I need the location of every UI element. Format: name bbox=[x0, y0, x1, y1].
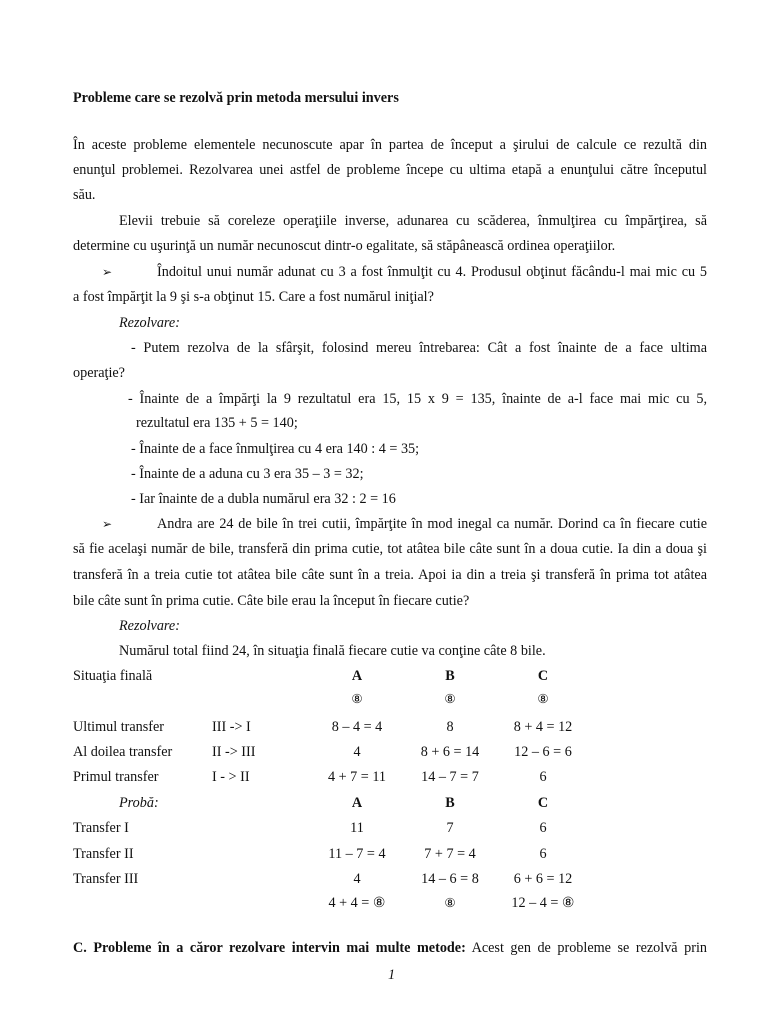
row-a: 4 + 7 = 11 bbox=[327, 769, 387, 785]
problem1-line-1: Îndoitul unui număr adunat cu 3 a fost înmulţit cu 4. Produsul obţinut făcându-l mai mic cu 5 bbox=[157, 264, 707, 280]
bullet-icon: ➢ bbox=[102, 265, 113, 279]
intro-line-3: său. bbox=[73, 187, 96, 203]
row-b: 14 – 7 = 7 bbox=[421, 769, 479, 785]
proba-row-c: 6 + 6 = 12 bbox=[513, 871, 573, 887]
row-label: Al doilea transfer bbox=[73, 744, 173, 760]
final-c-circled-eight: ⑧ bbox=[537, 691, 549, 706]
row-a: 4 bbox=[353, 744, 361, 760]
row-a: 8 – 4 = 4 bbox=[331, 719, 383, 735]
row-op: II -> III bbox=[212, 744, 256, 760]
section-c-heading: C. Probleme în a căror rezolvare intervin mai multe metode: bbox=[73, 940, 466, 956]
row-label: Ultimul transfer bbox=[73, 719, 165, 735]
problem2-line-4: bile câte sunt în prima cutie. Câte bile erau la început în fiecare cutie? bbox=[73, 593, 470, 609]
final-b-circled-eight: ⑧ bbox=[444, 691, 456, 706]
problem2-total-line: Numărul total fiind 24, în situaţia finală fiecare cutie va conţine câte 8 bile. bbox=[119, 643, 546, 659]
row-c: 6 bbox=[539, 769, 547, 785]
final-a-circled-eight: ⑧ bbox=[351, 691, 363, 706]
intro-line-2: enunţul problemei. Rezolvarea unei astfel de probleme începe cu ultima etapă a enunţului către începutul bbox=[73, 162, 707, 178]
row-c: 12 – 6 = 6 bbox=[514, 744, 572, 760]
proba-header-b: B bbox=[445, 795, 455, 811]
page-number: 1 bbox=[388, 967, 396, 983]
proba-row-label: Transfer II bbox=[73, 846, 134, 862]
row-op: III -> I bbox=[212, 719, 251, 735]
problem1-step-2b: rezultatul era 135 + 5 = 140; bbox=[136, 415, 298, 431]
header-c: C bbox=[537, 668, 549, 684]
proba-header-c: C bbox=[537, 795, 549, 811]
proba-header-a: A bbox=[351, 795, 363, 811]
proba-row-a: 11 – 7 = 4 bbox=[328, 846, 386, 862]
proba-row-b: 7 + 7 = 4 bbox=[424, 846, 476, 862]
problem1-line-2: a fost împărţit la 9 şi s-a obţinut 15. Care a fost numărul iniţial? bbox=[73, 289, 434, 305]
intro-line-1: În aceste probleme elementele necunoscute apar în partea de început a şirului de calcule ce rezultă din bbox=[73, 137, 707, 153]
row-op: I - > II bbox=[212, 769, 250, 785]
proba-row-label: Transfer III bbox=[73, 871, 139, 887]
problem1-step-4: - Înainte de a aduna cu 3 era 35 – 3 = 32; bbox=[131, 466, 364, 482]
proba-row-label: Transfer I bbox=[73, 820, 129, 836]
para2-line-2: determine cu uşurinţă un număr necunoscut dintr-o egalitate, să stăpânească ordinea operaţiilor. bbox=[73, 238, 616, 254]
proba-final-b: ⑧ bbox=[444, 895, 456, 910]
header-a: A bbox=[351, 668, 363, 684]
problem2-rezolvare-label: Rezolvare: bbox=[119, 618, 180, 634]
proba-row-b: 7 bbox=[446, 820, 454, 836]
problem1-step-2a: - Înainte de a împărţi la 9 rezultatul era 15, 15 x 9 = 135, înainte de a-l face mai mic cu 5, bbox=[128, 391, 707, 407]
problem1-step-1a: - Putem rezolva de la sfârşit, folosind mereu întrebarea: Cât a fost înainte de a face ultima bbox=[131, 340, 707, 356]
proba-label: Probă: bbox=[119, 795, 159, 811]
proba-row-a: 11 bbox=[350, 820, 364, 836]
proba-final-c: 12 – 4 = ⑧ bbox=[511, 895, 575, 911]
row-c: 8 + 4 = 12 bbox=[513, 719, 573, 735]
para2-line-1: Elevii trebuie să coreleze operaţiile inverse, adunarea cu scăderea, înmulţirea cu împărţirea, să bbox=[119, 213, 707, 229]
problem2-line-2: să fie acelaşi număr de bile, transferă din prima cutie, tot atâtea bile câte sunt în a doua cutie. Ia din a doua şi bbox=[73, 541, 707, 557]
proba-row-c: 6 bbox=[539, 820, 547, 836]
problem1-step-5: - Iar înainte de a dubla numărul era 32 : 2 = 16 bbox=[131, 491, 396, 507]
proba-row-a: 4 bbox=[353, 871, 361, 887]
proba-row-b: 14 – 6 = 8 bbox=[421, 871, 479, 887]
section-c-text: Acest gen de probleme se rezolvă prin bbox=[465, 940, 707, 956]
row-label: Primul transfer bbox=[73, 769, 159, 785]
problem1-step-1b: operaţie? bbox=[73, 365, 125, 381]
section-c-line bbox=[73, 939, 707, 957]
header-b: B bbox=[445, 668, 455, 684]
row-b: 8 + 6 = 14 bbox=[420, 744, 480, 760]
bullet-icon: ➢ bbox=[102, 517, 113, 531]
proba-row-c: 6 bbox=[539, 846, 547, 862]
row-b: 8 bbox=[446, 719, 454, 735]
problem1-step-3: - Înainte de a face înmulţirea cu 4 era 140 : 4 = 35; bbox=[131, 441, 420, 457]
page-title: Probleme care se rezolvă prin metoda mersului invers bbox=[73, 90, 399, 106]
problem1-rezolvare-label: Rezolvare: bbox=[119, 315, 180, 331]
proba-final-a: 4 + 4 = ⑧ bbox=[328, 895, 386, 911]
problem2-line-3: transferă în a treia cutie tot atâtea bile câte sunt în a treia. Apoi ia din a treia şi transferă în prima tot atâtea bbox=[73, 567, 707, 583]
problem2-line-1: Andra are 24 de bile în trei cutii, împărţite în mod inegal ca număr. Dorind ca în fiecare cutie bbox=[157, 516, 707, 532]
final-situation-label: Situaţia finală bbox=[73, 668, 153, 684]
